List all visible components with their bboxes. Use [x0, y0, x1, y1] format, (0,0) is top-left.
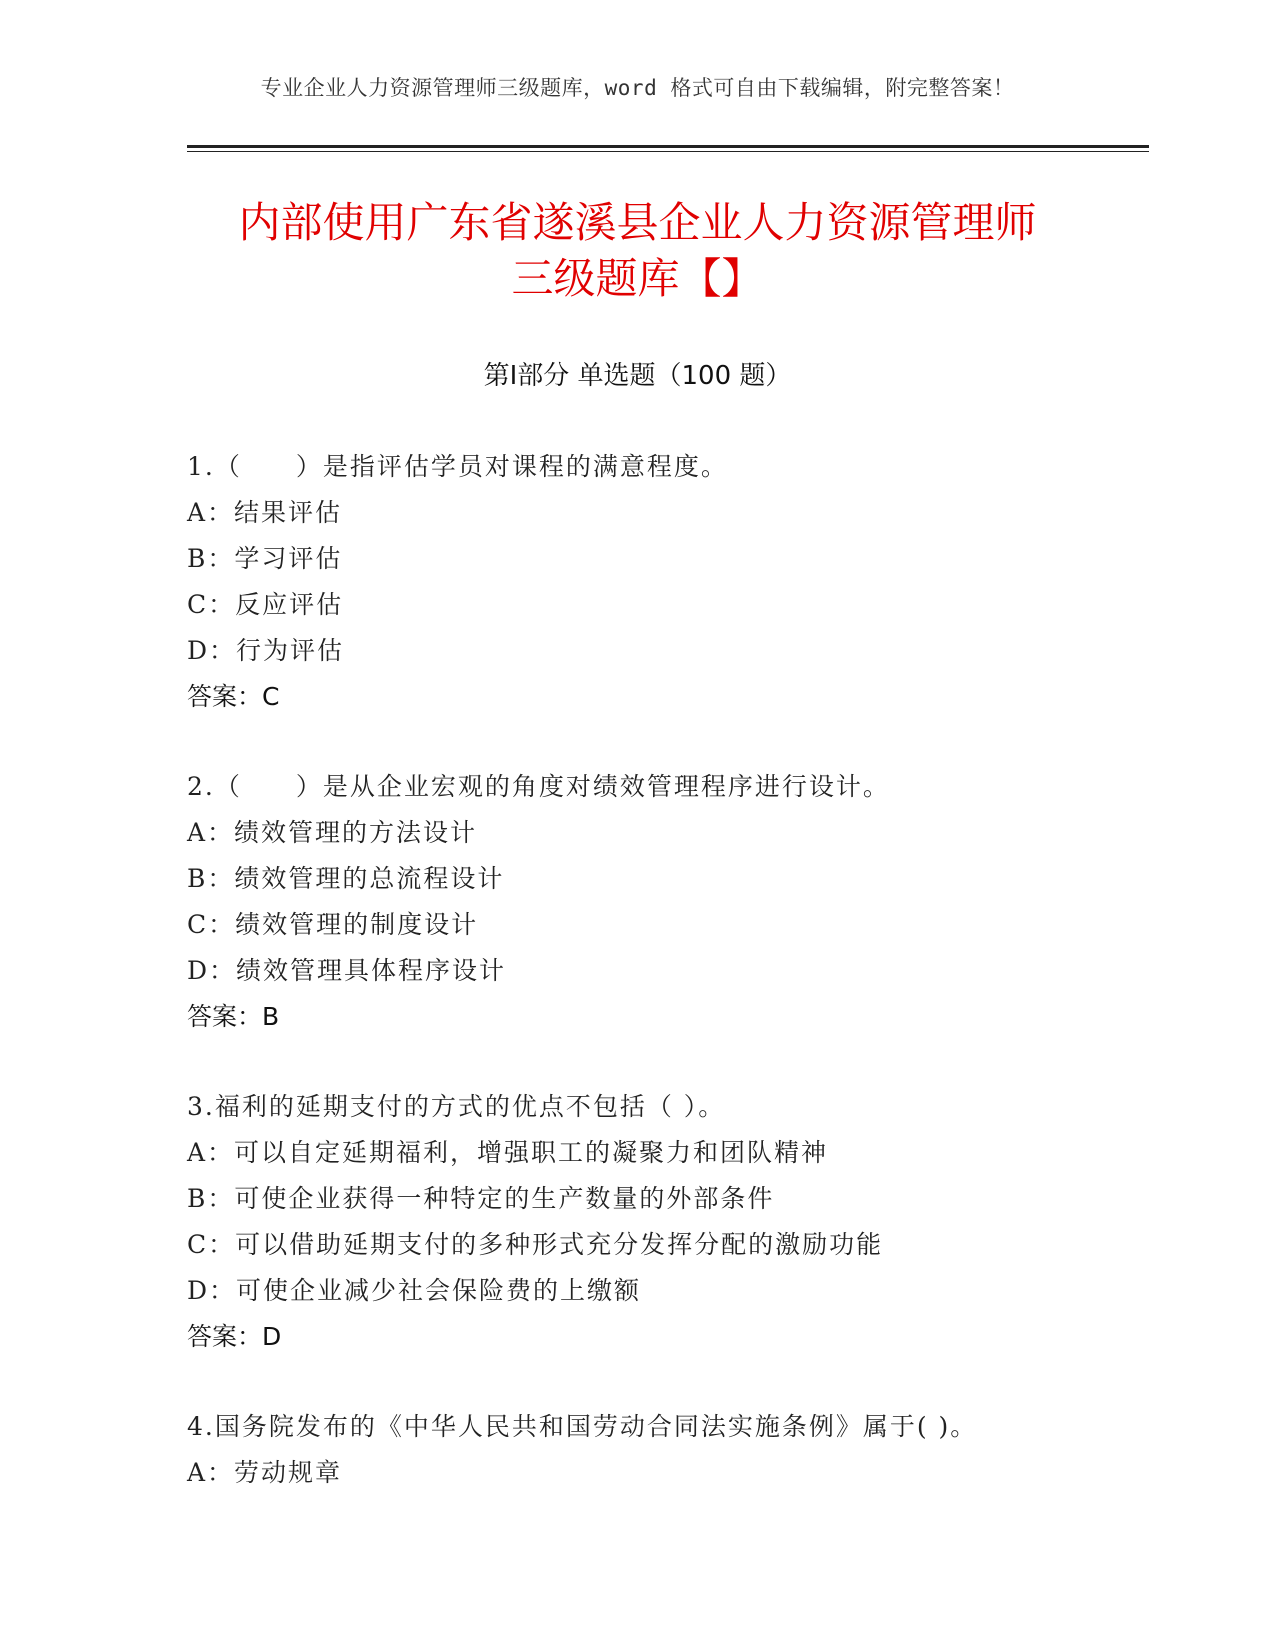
title-line-1: 内部使用广东省遂溪县企业人力资源管理师 — [238, 198, 1037, 247]
document-title — [140, 195, 1135, 307]
question-4 — [187, 1404, 1149, 1496]
section-heading: 第Ⅰ部分 单选题（100 题） — [483, 361, 792, 391]
answer-text: 答案：B — [187, 1002, 280, 1031]
option-c: C：反应评估 — [187, 590, 344, 619]
question-stem: 4.国务院发布的《中华人民共和国劳动合同法实施条例》属于( )。 — [187, 1412, 978, 1441]
option-b: B：可使企业获得一种特定的生产数量的外部条件 — [187, 1184, 775, 1213]
option-a: A：结果评估 — [187, 498, 343, 527]
title-line-2: 三级题库【】 — [511, 254, 764, 303]
question-1 — [187, 444, 1149, 720]
question-list — [187, 444, 1149, 1540]
header-divider — [187, 145, 1149, 148]
option-c: C：绩效管理的制度设计 — [187, 910, 479, 939]
header-divider-thin — [187, 151, 1149, 152]
option-a: A：可以自定延期福利，增强职工的凝聚力和团队精神 — [187, 1138, 829, 1167]
answer-text: 答案：D — [187, 1322, 282, 1351]
option-d: D：行为评估 — [187, 636, 345, 665]
option-d: D：绩效管理具体程序设计 — [187, 956, 507, 985]
option-b: B：学习评估 — [187, 544, 343, 573]
option-c: C：可以借助延期支付的多种形式充分发挥分配的激励功能 — [187, 1230, 884, 1259]
question-3 — [187, 1084, 1149, 1360]
option-d: D：可使企业减少社会保险费的上缴额 — [187, 1276, 642, 1305]
option-a: A：劳动规章 — [187, 1458, 343, 1487]
question-stem: 3.福利的延期支付的方式的优点不包括（ ）。 — [187, 1092, 726, 1121]
option-b: B：绩效管理的总流程设计 — [187, 864, 505, 893]
header-note: 专业企业人力资源管理师三级题库，word 格式可自由下载编辑，附完整答案！ — [260, 76, 1015, 100]
option-a: A：绩效管理的方法设计 — [187, 818, 478, 847]
question-2 — [187, 764, 1149, 1040]
question-stem: 1.（ ）是指评估学员对课程的满意程度。 — [187, 452, 728, 481]
question-stem: 2.（ ）是从企业宏观的角度对绩效管理程序进行设计。 — [187, 772, 890, 801]
answer-text: 答案：C — [187, 682, 280, 711]
